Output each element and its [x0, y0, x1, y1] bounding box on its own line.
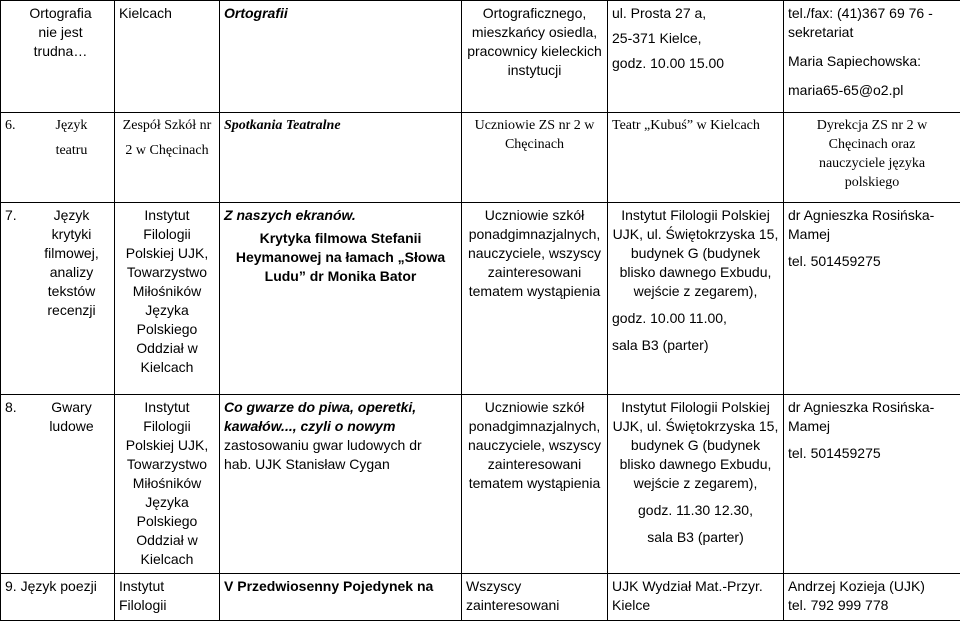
place-cell: ul. Prosta 27 a, 25-371 Kielce, godz. 10.00 15.00 — [608, 1, 784, 113]
contact-phone: tel. 501459275 — [788, 444, 956, 463]
topic-cell: 6. Język teatru — [1, 113, 115, 203]
organizer-cell: Instytut Filologii Polskiej UJK, Towarzystwo Miłośników Języka Polskiego Oddział w Kielcach — [115, 395, 220, 574]
event-time: godz. 10.00 11.00, — [612, 309, 779, 328]
table-row — [1, 574, 960, 621]
title-cell: V Przedwiosenny Pojedynek na — [220, 574, 462, 621]
organizer-cell: Kielcach — [115, 1, 220, 113]
table-row — [1, 1, 960, 113]
audience-cell: Uczniowie szkół ponadgimnazjalnych, nauczyciele, wszyscy zainteresowani tematem wystąpienia — [462, 395, 608, 574]
contact-cell: Andrzej Kozieja (UJK) tel. 792 999 778 — [784, 574, 960, 621]
place-cell: UJK Wydział Mat.-Przyr. Kielce — [608, 574, 784, 621]
organizer-cell: Instytut Filologii Polskiej UJK, Towarzystwo Miłośników Języka Polskiego Oddział w Kielcach — [115, 203, 220, 395]
organizer-cell: Zespół Szkół nr 2 w Chęcinach — [115, 113, 220, 203]
table-row — [1, 113, 960, 203]
table-row — [1, 203, 960, 395]
place-cell: Instytut Filologii Polskiej UJK, ul. Świętokrzyska 15, budynek G (budynek blisko dawnego Exbudu, wejście z zegarem), godz. 10.00 11.00, sala B3 (parter) — [608, 203, 784, 395]
row-number: 6. — [5, 116, 33, 160]
topic-cell: 9. Język poezji — [1, 574, 115, 621]
event-room: sala B3 (parter) — [612, 336, 779, 355]
event-room: sala B3 (parter) — [612, 528, 779, 547]
topic-cell: 7. Język krytyki filmowej, analizy tekstów recenzji — [1, 203, 115, 395]
contact-cell: dr Agnieszka Rosińska- Mamej tel. 501459275 — [784, 395, 960, 574]
title-cell: Z naszych ekranów. Krytyka filmowa Stefanii Heymanowej na łamach „Słowa Ludu” dr Monika Bator — [220, 203, 462, 395]
contact-cell: tel./fax: (41)367 69 76 - sekretariat Maria Sapiechowska: maria65-65@o2.pl — [784, 1, 960, 113]
audience-cell: Uczniowie szkół ponadgimnazjalnych, nauczyciele, wszyscy zainteresowani tematem wystąpienia — [462, 203, 608, 395]
table-row — [1, 395, 960, 574]
row-number: 8. — [5, 398, 33, 436]
contact-cell: Dyrekcja ZS nr 2 w Chęcinach oraz nauczyciele języka polskiego — [784, 113, 960, 203]
audience-cell: Ortograficznego, mieszkańcy osiedla, pracownicy kieleckich instytucji — [462, 1, 608, 113]
row-number: 7. — [5, 206, 33, 320]
session-heading: Co gwarze do piwa, operetki, — [224, 398, 457, 417]
topic-cell: Ortografia nie jest trudna… — [1, 1, 115, 113]
title-cell: Co gwarze do piwa, operetki, kawałów..., czyli o nowym zastosowaniu gwar ludowych dr hab. UJK Stanisław Cygan — [220, 395, 462, 574]
audience-cell: Uczniowie ZS nr 2 w Chęcinach — [462, 113, 608, 203]
contact-cell: dr Agnieszka Rosińska- Mamej tel. 501459275 — [784, 203, 960, 395]
row-number: 9. — [5, 578, 17, 594]
session-heading: Z naszych ekranów. — [224, 206, 457, 225]
title-cell: Ortografii — [220, 1, 462, 113]
place-cell: Instytut Filologii Polskiej UJK, ul. Świętokrzyska 15, budynek G (budynek blisko dawnego Exbudu, wejście z zegarem), godz. 11.30 12.30, sala B3 (parter) — [608, 395, 784, 574]
contact-phone: tel. 501459275 — [788, 252, 956, 271]
topic-cell: 8. Gwary ludowe — [1, 395, 115, 574]
place-cell: Teatr „Kubuś” w Kielcach — [608, 113, 784, 203]
title-cell: Spotkania Teatralne — [220, 113, 462, 203]
organizer-cell: Instytut Filologii — [115, 574, 220, 621]
event-time: godz. 11.30 12.30, — [612, 501, 779, 520]
audience-cell: Wszyscy zainteresowani — [462, 574, 608, 621]
